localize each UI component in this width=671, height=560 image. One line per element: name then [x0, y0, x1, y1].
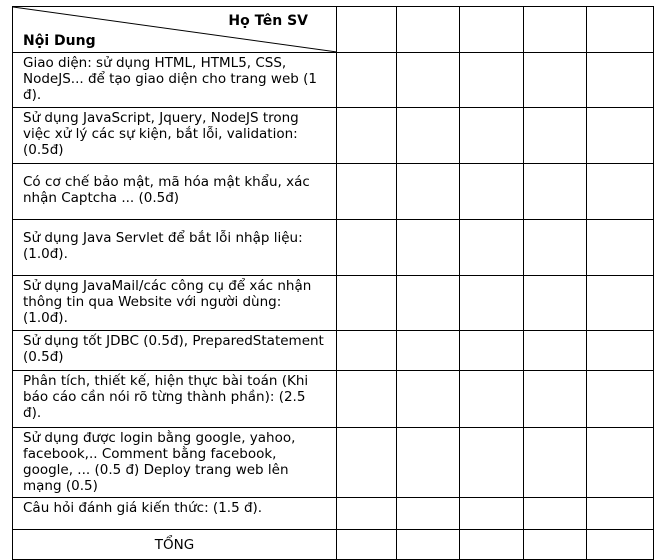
criteria-text: Có cơ chế bảo mật, mã hóa mật khẩu, xác nhận Captcha ... (0.5đ)	[23, 174, 310, 206]
score-cell[interactable]	[397, 276, 460, 331]
criteria-row	[13, 108, 654, 164]
criteria-row	[13, 331, 654, 371]
score-cell[interactable]	[587, 498, 654, 530]
criteria-text: Sử dụng Java Servlet để bắt lỗi nhập liệu: (1.0đ).	[23, 230, 303, 262]
diagonal-header-cell	[13, 7, 337, 53]
score-cell[interactable]	[460, 220, 524, 276]
score-cell[interactable]	[397, 7, 460, 53]
criteria-cell	[13, 108, 337, 164]
score-cell[interactable]	[337, 7, 397, 53]
score-cell[interactable]	[524, 164, 587, 220]
criteria-text: Giao diện: sử dụng HTML, HTML5, CSS, NodeJS... để tạo giao diện cho trang web (1 đ).	[23, 55, 317, 103]
score-cell[interactable]	[337, 371, 397, 428]
score-cell[interactable]	[337, 276, 397, 331]
score-cell[interactable]	[337, 53, 397, 108]
score-cell[interactable]	[524, 331, 587, 371]
score-cell[interactable]	[460, 276, 524, 331]
score-cell[interactable]	[337, 220, 397, 276]
criteria-row	[13, 428, 654, 498]
criteria-text: Phân tích, thiết kế, hiện thực bài toán (Khi báo cáo cần nói rõ từng thành phần): (2.5 đ).	[23, 373, 309, 421]
score-cell[interactable]	[337, 331, 397, 371]
score-cell[interactable]	[524, 108, 587, 164]
score-cell[interactable]	[524, 53, 587, 108]
criteria-row	[13, 164, 654, 220]
criteria-text: Câu hỏi đánh giá kiến thức: (1.5 đ).	[23, 500, 263, 516]
total-score-cell[interactable]	[587, 530, 654, 560]
score-cell[interactable]	[397, 498, 460, 530]
criteria-cell	[13, 331, 337, 371]
score-cell[interactable]	[337, 164, 397, 220]
criteria-text: Sử dụng JavaMail/các công cụ để xác nhận thông tin qua Website với người dùng: (1.0đ).	[23, 278, 312, 326]
score-cell[interactable]	[524, 498, 587, 530]
score-cell[interactable]	[460, 164, 524, 220]
score-cell[interactable]	[587, 220, 654, 276]
criteria-row	[13, 371, 654, 428]
total-label-cell	[13, 530, 337, 560]
total-score-cell[interactable]	[524, 530, 587, 560]
score-cell[interactable]	[397, 371, 460, 428]
score-cell[interactable]	[337, 428, 397, 498]
score-cell[interactable]	[587, 428, 654, 498]
total-row	[13, 530, 654, 560]
criteria-cell	[13, 164, 337, 220]
criteria-cell	[13, 53, 337, 108]
score-cell[interactable]	[397, 108, 460, 164]
score-cell[interactable]	[587, 108, 654, 164]
score-cell[interactable]	[524, 220, 587, 276]
criteria-cell	[13, 276, 337, 331]
grading-table	[12, 6, 654, 560]
score-cell[interactable]	[524, 371, 587, 428]
student-name-label: Họ Tên SV	[228, 13, 308, 29]
total-score-cell[interactable]	[460, 530, 524, 560]
criteria-cell	[13, 498, 337, 530]
score-cell[interactable]	[397, 164, 460, 220]
score-cell[interactable]	[587, 53, 654, 108]
criteria-cell	[13, 220, 337, 276]
criteria-text: Sử dụng tốt JDBC (0.5đ), PreparedStatement (0.5đ)	[23, 333, 324, 365]
criteria-cell	[13, 428, 337, 498]
score-cell[interactable]	[460, 498, 524, 530]
score-cell[interactable]	[460, 108, 524, 164]
score-cell[interactable]	[397, 53, 460, 108]
score-cell[interactable]	[460, 7, 524, 53]
score-cell[interactable]	[460, 371, 524, 428]
header-row	[13, 7, 654, 53]
score-cell[interactable]	[460, 53, 524, 108]
score-cell[interactable]	[587, 276, 654, 331]
total-label: TỔNG	[154, 536, 195, 553]
total-score-cell[interactable]	[337, 530, 397, 560]
score-cell[interactable]	[337, 108, 397, 164]
score-cell[interactable]	[524, 7, 587, 53]
criteria-text: Sử dụng JavaScript, Jquery, NodeJS trong việc xử lý các sự kiện, bắt lỗi, validation: (0.5đ)	[23, 110, 299, 158]
score-cell[interactable]	[587, 331, 654, 371]
score-cell[interactable]	[397, 331, 460, 371]
criteria-text: Sử dụng được login bằng google, yahoo, facebook,.. Comment bằng facebook, google, ... (0.5 đ) Deploy trang web lên mạng (0.5)	[23, 430, 296, 494]
score-cell[interactable]	[524, 428, 587, 498]
criteria-row	[13, 276, 654, 331]
criteria-cell	[13, 371, 337, 428]
score-cell[interactable]	[460, 428, 524, 498]
score-cell[interactable]	[337, 498, 397, 530]
content-label: Nội Dung	[23, 33, 96, 49]
score-cell[interactable]	[524, 276, 587, 331]
criteria-row	[13, 220, 654, 276]
score-cell[interactable]	[587, 7, 654, 53]
criteria-row	[13, 53, 654, 108]
total-score-cell[interactable]	[397, 530, 460, 560]
score-cell[interactable]	[460, 331, 524, 371]
score-cell[interactable]	[397, 428, 460, 498]
criteria-row	[13, 498, 654, 530]
score-cell[interactable]	[587, 164, 654, 220]
score-cell[interactable]	[587, 371, 654, 428]
score-cell[interactable]	[397, 220, 460, 276]
